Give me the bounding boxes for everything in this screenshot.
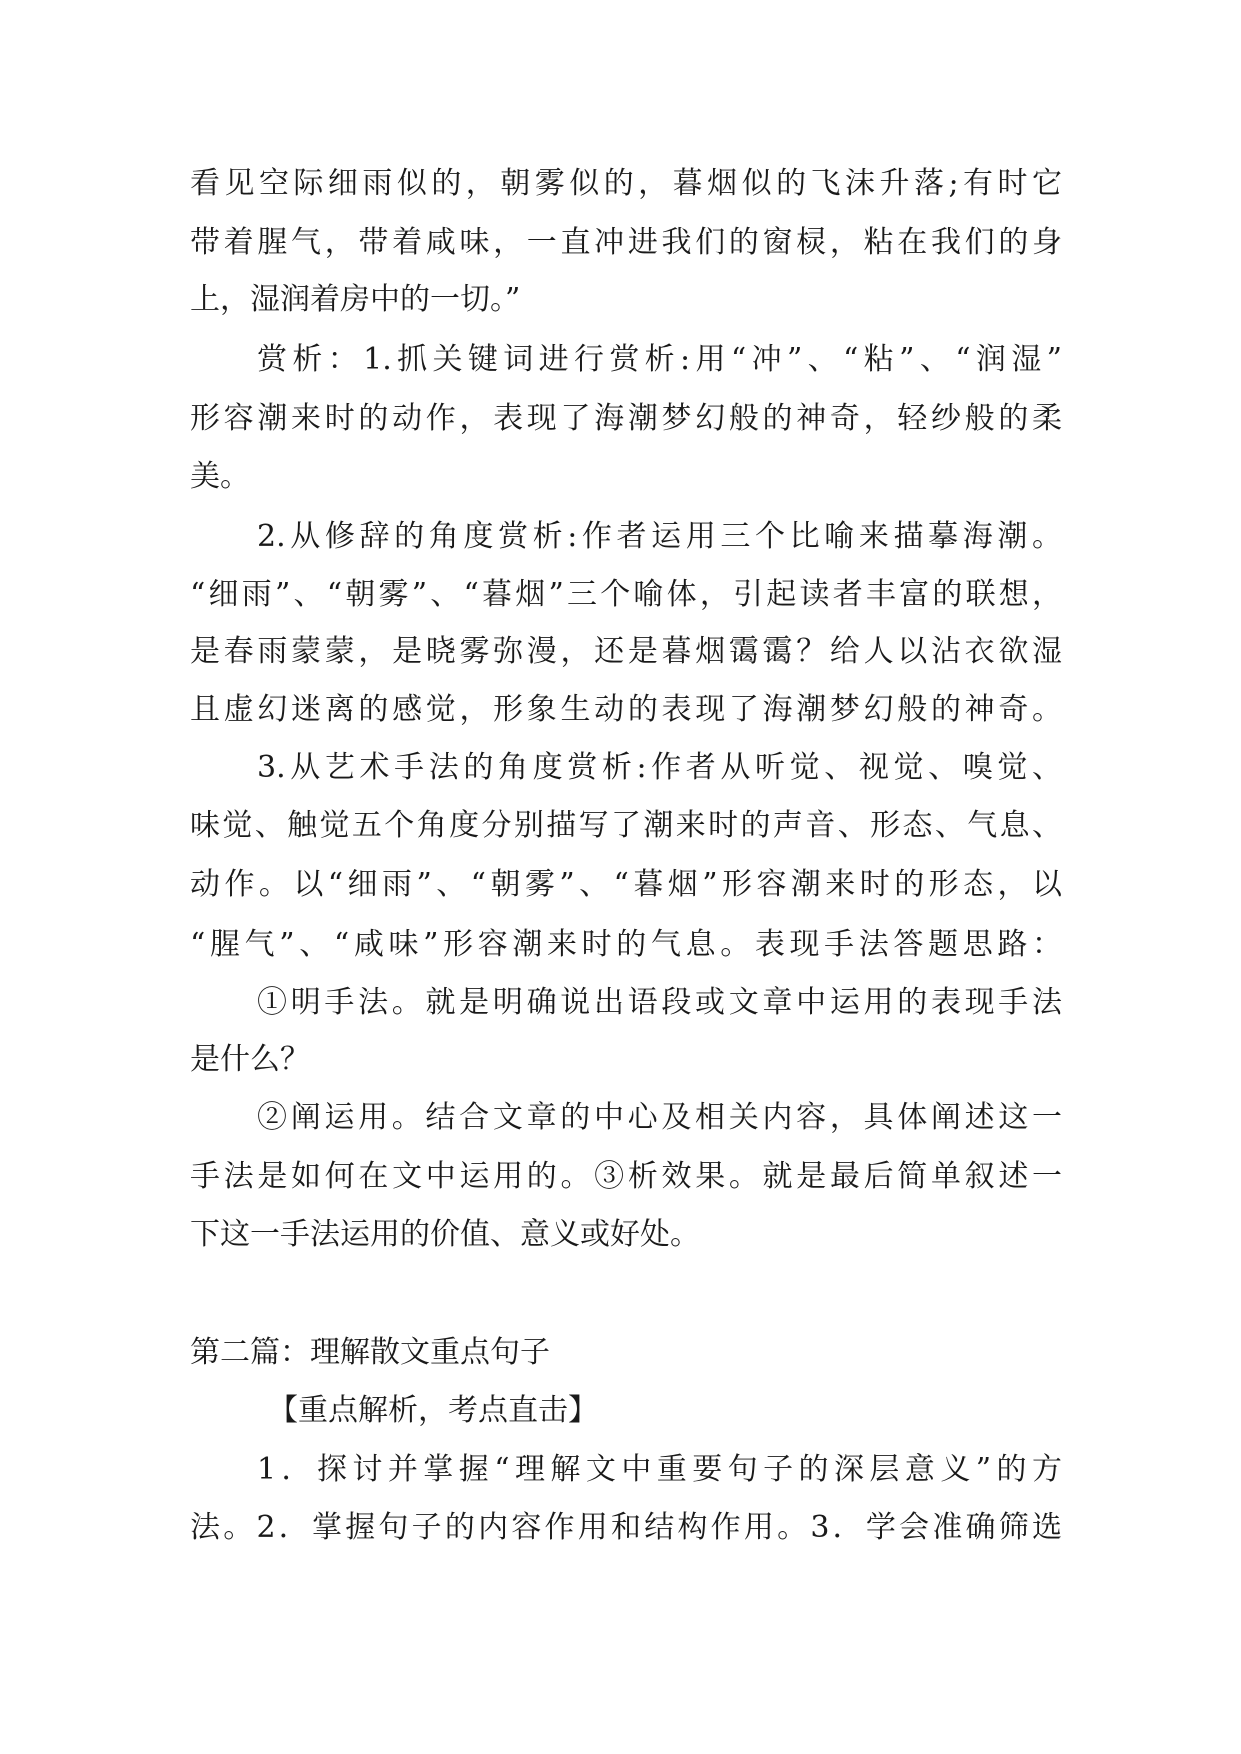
text-line: 是什么？ bbox=[190, 1042, 310, 1077]
text-line: 味觉、触觉五个角度分别描写了潮来时的声音、形态、气息、 bbox=[190, 808, 1062, 843]
text-line: 3.从艺术手法的角度赏析:作者从听觉、视觉、嗅觉、 bbox=[257, 750, 1062, 785]
text-line: 赏析：1.抓关键词进行赏析:用“冲”、“粘”、“润湿” bbox=[257, 342, 1062, 377]
text-line: 带着腥气，带着咸味，一直冲进我们的窗棂，粘在我们的身 bbox=[190, 225, 1062, 260]
section-subheading: 【重点解析，考点直击】 bbox=[268, 1393, 598, 1428]
text-line: ①明手法。就是明确说出语段或文章中运用的表现手法 bbox=[257, 985, 1062, 1020]
text-line: ②阐运用。结合文章的中心及相关内容，具体阐述这一 bbox=[257, 1100, 1062, 1135]
text-line: 下这一手法运用的价值、意义或好处。 bbox=[190, 1217, 700, 1252]
text-line: 法。2．掌握句子的内容作用和结构作用。3．学会准确筛选 bbox=[190, 1510, 1062, 1545]
text-line: 且虚幻迷离的感觉，形象生动的表现了海潮梦幻般的神奇。 bbox=[190, 692, 1062, 727]
text-line: 1．探讨并掌握“理解文中重要句子的深层意义”的方 bbox=[257, 1452, 1062, 1487]
text-line: 动作。以“细雨”、“朝雾”、“暮烟”形容潮来时的形态，以 bbox=[190, 867, 1062, 902]
text-line: “腥气”、“咸味”形容潮来时的气息。表现手法答题思路： bbox=[190, 927, 1062, 962]
text-line: “细雨”、“朝雾”、“暮烟”三个喻体，引起读者丰富的联想， bbox=[190, 577, 1062, 612]
text-line: 手法是如何在文中运用的。③析效果。就是最后简单叙述一 bbox=[190, 1159, 1062, 1194]
text-line: 美。 bbox=[190, 459, 250, 494]
text-line: 是春雨蒙蒙，是晓雾弥漫，还是暮烟霭霭？给人以沾衣欲湿 bbox=[190, 634, 1062, 669]
text-line: 上，湿润着房中的一切。” bbox=[190, 282, 521, 317]
text-line: 形容潮来时的动作，表现了海潮梦幻般的神奇，轻纱般的柔 bbox=[190, 401, 1062, 436]
text-line: 2.从修辞的角度赏析:作者运用三个比喻来描摹海潮。 bbox=[257, 519, 1062, 554]
text-line: 看见空际细雨似的，朝雾似的，暮烟似的飞沫升落;有时它 bbox=[190, 166, 1062, 201]
section-heading: 第二篇：理解散文重点句子 bbox=[190, 1335, 550, 1370]
